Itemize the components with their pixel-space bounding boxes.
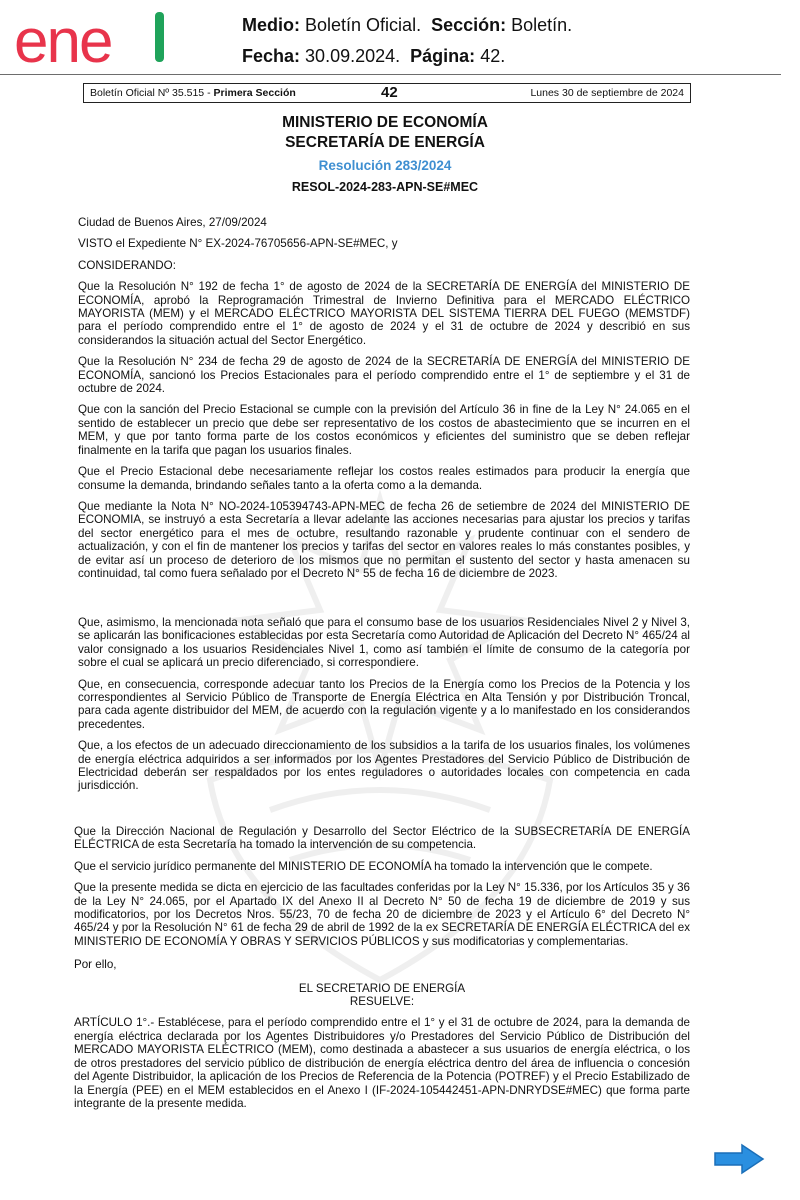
paragraph: Que la Resolución N° 234 de fecha 29 de agosto de 2024 de la SECRETARÍA DE ENERGÍA del MINISTERIO DE ECONOMÍA, sancionó los Precios Estacionales para el período comprendido entre el 1° de septiembre y el 31 de octubre de 2024. — [78, 355, 690, 396]
press-clip-meta — [242, 10, 572, 72]
enel-logo — [14, 8, 182, 70]
paragraph: Ciudad de Buenos Aires, 27/09/2024 — [78, 216, 267, 229]
paragraph: Que la Resolución N° 192 de fecha 1° de agosto de 2024 de la SECRETARÍA DE ENERGÍA del MINISTERIO DE ECONOMÍA, aprobó la Reprogramación Trimestral de Invierno Definitiva para el MERCADO ELÉCTRICO MAYORISTA (MEM) y el MERCADO ELÉCTRICO MAYORISTA DEL SISTEMA TIERRA DEL FUEGO (MEMSTDF) para el período comprendido entre el 1° de agosto de 2024 y el 31 de octubre de 2024 y describió en sus considerandos la situación actual del Sector Energético. — [78, 280, 690, 347]
paragraph: Que, asimismo, la mencionada nota señaló que para el consumo base de los usuarios Residenciales Nivel 2 y Nivel 3, se aplicarán las bonificaciones establecidas por esta Secretaría como Autoridad de Aplicación del Decreto N° 465/24 al valor consignado a los usuarios Residenciales Nivel 1, como así también el límite de consumo de la categoría por sobre el cual se aplicará un precio diferenciado, si correspondiere. — [78, 616, 690, 670]
ministry-title: MINISTERIO DE ECONOMÍA — [282, 114, 488, 131]
medio-label: Medio: — [242, 15, 300, 35]
bulletin-page-number: 42 — [381, 84, 398, 101]
considerandos-block-1 — [78, 216, 690, 580]
bulletin-section: Primera Sección — [213, 87, 296, 99]
resolution-code: RESOL-2024-283-APN-SE#MEC — [291, 180, 479, 194]
paragraph: Que, a los efectos de un adecuado direccionamiento de los subsidios a la tarifa de los usuarios finales, los volúmenes de energía eléctrica adquiridos a ser informados por los Agentes Prestadores del Servicio Público de Distribución de Electricidad deberán ser respaldados por los entes reguladores o autoridades locales con competencia en cada jurisdicción. — [78, 739, 690, 793]
next-arrow-icon[interactable] — [712, 1142, 766, 1176]
considerandos-block-2 — [78, 616, 690, 793]
paragraph: Que mediante la Nota N° NO-2024-105394743-APN-MEC de fecha 26 de setiembre de 2024 del MINISTERIO DE ECONOMIA, se instruyó a esta Secretaría a llevar adelante las acciones necesarias para ajustar los precios y tarifas del sector energético para el mes de octubre, resultando razonable y prudente continuar con el sendero de actualización, y con el fin de mantener los precios y tarifas del sector en valores reales lo más constantes posibles, y de evitar así un proceso de deterioro de los mismos que no permitan el sustento del sector y hasta amenacen su continuidad, tal como fuera señalado por el Decreto N° 55 de fecha 16 de diciembre de 2023. — [78, 499, 690, 580]
meta-line-2 — [242, 41, 572, 72]
seccion-value: Boletín. — [511, 15, 573, 35]
paragraph: VISTO el Expediente N° EX-2024-76705656-APN-SE#MEC, y — [78, 237, 398, 251]
paragraph: Que con la sanción del Precio Estacional se cumple con la previsión del Artículo 36 in fine de la Ley N° 24.065 en el sentido de establecer un precio que debe ser representativo de los costos de abastecimiento que se incurren en el MEM, y que por tanto forma parte de los costos económicos y eficientes del suministro que se deben reflejar finalmente en la tarifa que pagan los usuarios finales. — [78, 403, 690, 457]
meta-line-1 — [242, 10, 572, 41]
fecha-label: Fecha: — [242, 46, 301, 66]
paragraph: Que la presente medida se dicta en ejercicio de las facultades conferidas por la Ley N° 15.336, por los Artículos 35 y 36 de la Ley N° 24.065, por el Apartado IX del Anexo II al Decreto N° 50 de fecha 19 de diciembre de 2019 y sus modificatorios, por los Decretos Nros. 55/23, 70 de fecha 20 de diciembre de 2023 y el Artículo 6° del Decreto N° 465/24 y por la Resolución N° 61 de fecha 29 de abril de 1992 de la ex SECRETARÍA DE ENERGÍA ELÉCTRICA del ex MINISTERIO DE ECONOMÍA Y OBRAS Y SERVICIOS PÚBLICOS y sus modificatorias y complementarias. — [74, 881, 690, 948]
fecha-value: 30.09.2024. — [305, 46, 401, 66]
paragraph: Que el servicio jurídico permanente del MINISTERIO DE ECONOMÍA ha tomado la intervención que le compete. — [74, 859, 653, 873]
bulletin-issue-number: Boletín Oficial Nº 35.515 - — [90, 87, 214, 99]
paragraph: Que la Dirección Nacional de Regulación y Desarrollo del Sector Eléctrico de la SUBSECRETARÍA DE ENERGÍA ELÉCTRICA de esta Secretaría ha tomado la intervención de su competencia. — [74, 825, 690, 852]
paragraph: Por ello, — [74, 958, 117, 972]
svg-text:ene: ene — [14, 8, 112, 70]
pagina-label: Página: — [410, 46, 476, 66]
pagina-value: 42. — [480, 46, 506, 66]
header-divider — [0, 74, 781, 75]
bulletin-header — [83, 83, 691, 103]
article-1: ARTÍCULO 1°.- Establécese, para el período comprendido entre el 1° y el 31 de octubre de 2024, para la demanda de energía eléctrica declarada por los Agentes Distribuidores y/o Prestadores del Servicio Público de Distribución del MERCADO MAYORISTA ELÉCTRICO (MEM), como destinada a abastecer a sus usuarios de energía eléctrica, o los de otros prestadores del servicio público de distribución de energía eléctrica dentro del área de influencia o concesión del Agente Distribuidor, la aplicación de los Precios de Referencia de la Potencia (POTREF) y el Precio Estabilizado de la Energía (PEE) en el MEM establecidos en el Anexo I (IF-2024-105442451-APN-DNRYDSE#MEC) que forma parte integrante de la presente medida. — [74, 1016, 690, 1110]
bulletin-issue — [90, 87, 296, 99]
medio-value: Boletín Oficial. — [305, 15, 422, 35]
secretariat-title: SECRETARÍA DE ENERGÍA — [285, 134, 485, 151]
signer-heading: EL SECRETARIO DE ENERGÍA — [298, 981, 466, 995]
paragraph: CONSIDERANDO: — [78, 258, 176, 272]
paragraph: Que, en consecuencia, corresponde adecuar tanto los Precios de la Energía como los Precios de la Potencia y los correspondientes al Servicio Público de Transporte de Energía Eléctrica en Alta Tensión y por Distribución Troncal, para cada agente distribuidor del MEM, de acuerdo con la regulación vigente y a lo manifestado en los considerandos precedentes. — [78, 677, 690, 731]
paragraph: Que el Precio Estacional debe necesariamente reflejar los costos reales estimados para producir la energía que consume la demanda, brindando señales tanto a la oferta como a la demanda. — [78, 465, 690, 492]
resolution-title: Resolución 283/2024 — [318, 158, 452, 173]
considerandos-block-3 — [74, 825, 690, 1110]
resuelve-heading: RESUELVE: — [349, 995, 415, 1009]
seccion-label: Sección: — [431, 15, 507, 35]
bulletin-date: Lunes 30 de septiembre de 2024 — [530, 87, 684, 99]
